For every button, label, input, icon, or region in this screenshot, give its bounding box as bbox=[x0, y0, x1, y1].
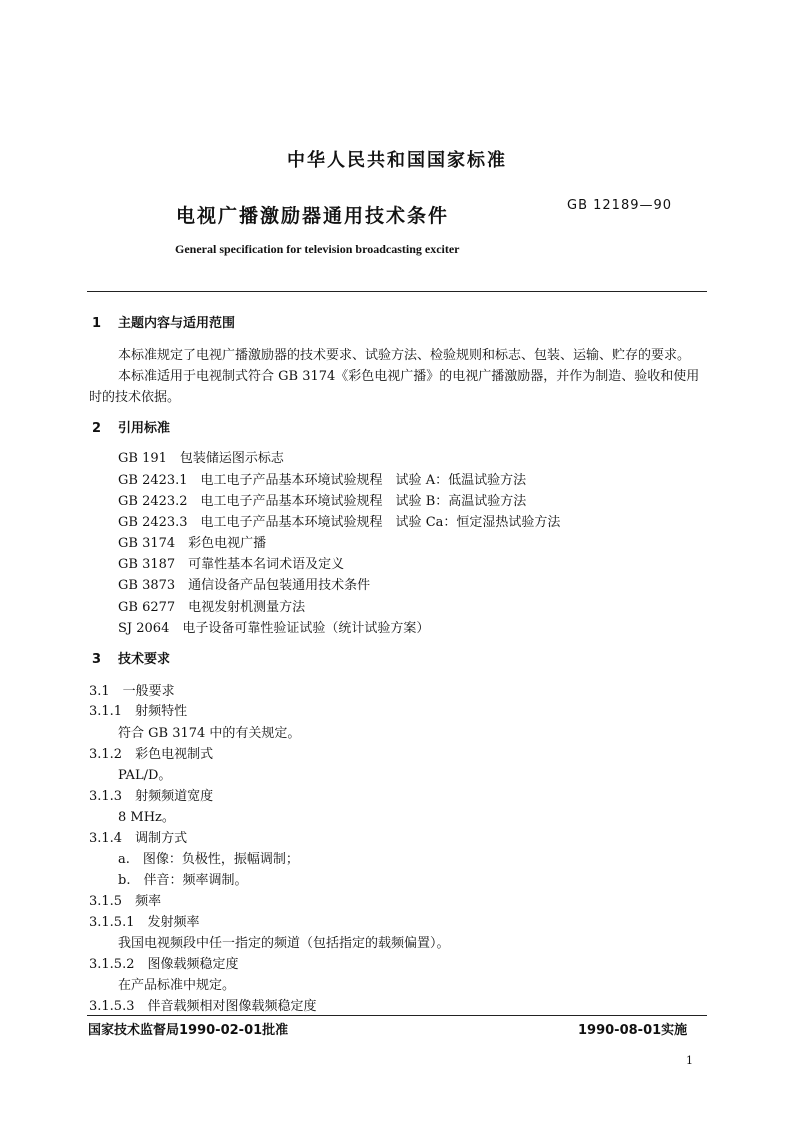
national-standard-heading: 中华人民共和国国家标准 bbox=[287, 150, 507, 171]
clause-heading: 3.1.5.3 伴音载频相对图像载频稳定度 bbox=[89, 999, 317, 1014]
clause-heading: 3.1.5 频率 bbox=[89, 894, 162, 909]
clause-text: 我国电视频段中任一指定的频道（包括指定的载频偏置）。 bbox=[118, 936, 450, 951]
footer-divider bbox=[87, 1015, 707, 1016]
paragraph: 本标准适用于电视制式符合 GB 3174《彩色电视广播》的电视广播激励器，并作为制造、验收和使用 bbox=[118, 369, 700, 384]
clause-heading: 3.1.2 彩色电视制式 bbox=[89, 747, 214, 762]
section-number: 2 bbox=[92, 421, 102, 436]
section-1-heading bbox=[92, 312, 235, 331]
paragraph: 本标准规定了电视广播激励器的技术要求、试验方法、检验规则和标志、包装、运输、贮存的要求。 bbox=[118, 348, 691, 363]
standard-title-cn: 电视广播激励器通用技术条件 bbox=[176, 205, 450, 227]
section-3-heading bbox=[92, 648, 170, 667]
header-divider bbox=[87, 291, 707, 292]
clause-heading: 3.1.5.2 图像载频稳定度 bbox=[89, 957, 239, 972]
section-title: 引用标准 bbox=[118, 421, 171, 436]
standard-number: GB 12189—90 bbox=[567, 198, 673, 213]
section-title: 主题内容与适用范围 bbox=[118, 316, 236, 331]
clause-heading: 3.1.1 射频特性 bbox=[89, 704, 188, 719]
clause-text: 8 MHz。 bbox=[118, 810, 175, 825]
section-2-heading bbox=[92, 417, 170, 436]
approval-note: 国家技术监督局1990-02-01批准 bbox=[88, 1023, 289, 1038]
clause-list-item: a. 图像：负极性，振幅调制； bbox=[118, 852, 299, 867]
reference-item: GB 191 包装储运图示标志 bbox=[118, 451, 284, 466]
clause-text: 在产品标准中规定。 bbox=[118, 978, 236, 993]
section-title: 技术要求 bbox=[118, 652, 171, 667]
reference-item: GB 3873 通信设备产品包装通用技术条件 bbox=[118, 578, 371, 593]
clause-text: 符合 GB 3174 中的有关规定。 bbox=[118, 726, 301, 741]
clause-list-item: b. 伴音：频率调制。 bbox=[118, 873, 248, 888]
reference-item: GB 3187 可靠性基本名词术语及定义 bbox=[118, 557, 345, 572]
implementation-date: 1990-08-01实施 bbox=[578, 1023, 688, 1038]
reference-item: GB 2423.2 电工电子产品基本环境试验规程 试验 B：高温试验方法 bbox=[118, 494, 527, 509]
standard-title-en: General specification for television broadcasting exciter bbox=[175, 242, 460, 256]
reference-item: GB 3174 彩色电视广播 bbox=[118, 536, 267, 551]
reference-item: GB 6277 电视发射机测量方法 bbox=[118, 600, 306, 615]
clause-heading: 3.1 一般要求 bbox=[89, 684, 175, 699]
clause-heading: 3.1.3 射频频道宽度 bbox=[89, 789, 214, 804]
paragraph: 时的技术依据。 bbox=[89, 390, 181, 405]
section-number: 3 bbox=[92, 652, 102, 667]
reference-item: GB 2423.1 电工电子产品基本环境试验规程 试验 A：低温试验方法 bbox=[118, 473, 527, 488]
reference-item: GB 2423.3 电工电子产品基本环境试验规程 试验 Ca：恒定湿热试验方法 bbox=[118, 515, 561, 530]
clause-heading: 3.1.5.1 发射频率 bbox=[89, 915, 200, 930]
section-number: 1 bbox=[92, 316, 102, 331]
clause-text: PAL/D。 bbox=[118, 768, 172, 783]
reference-item: SJ 2064 电子设备可靠性验证试验（统计试验方案） bbox=[118, 621, 430, 636]
page-number: 1 bbox=[686, 1054, 693, 1067]
clause-heading: 3.1.4 调制方式 bbox=[89, 831, 188, 846]
